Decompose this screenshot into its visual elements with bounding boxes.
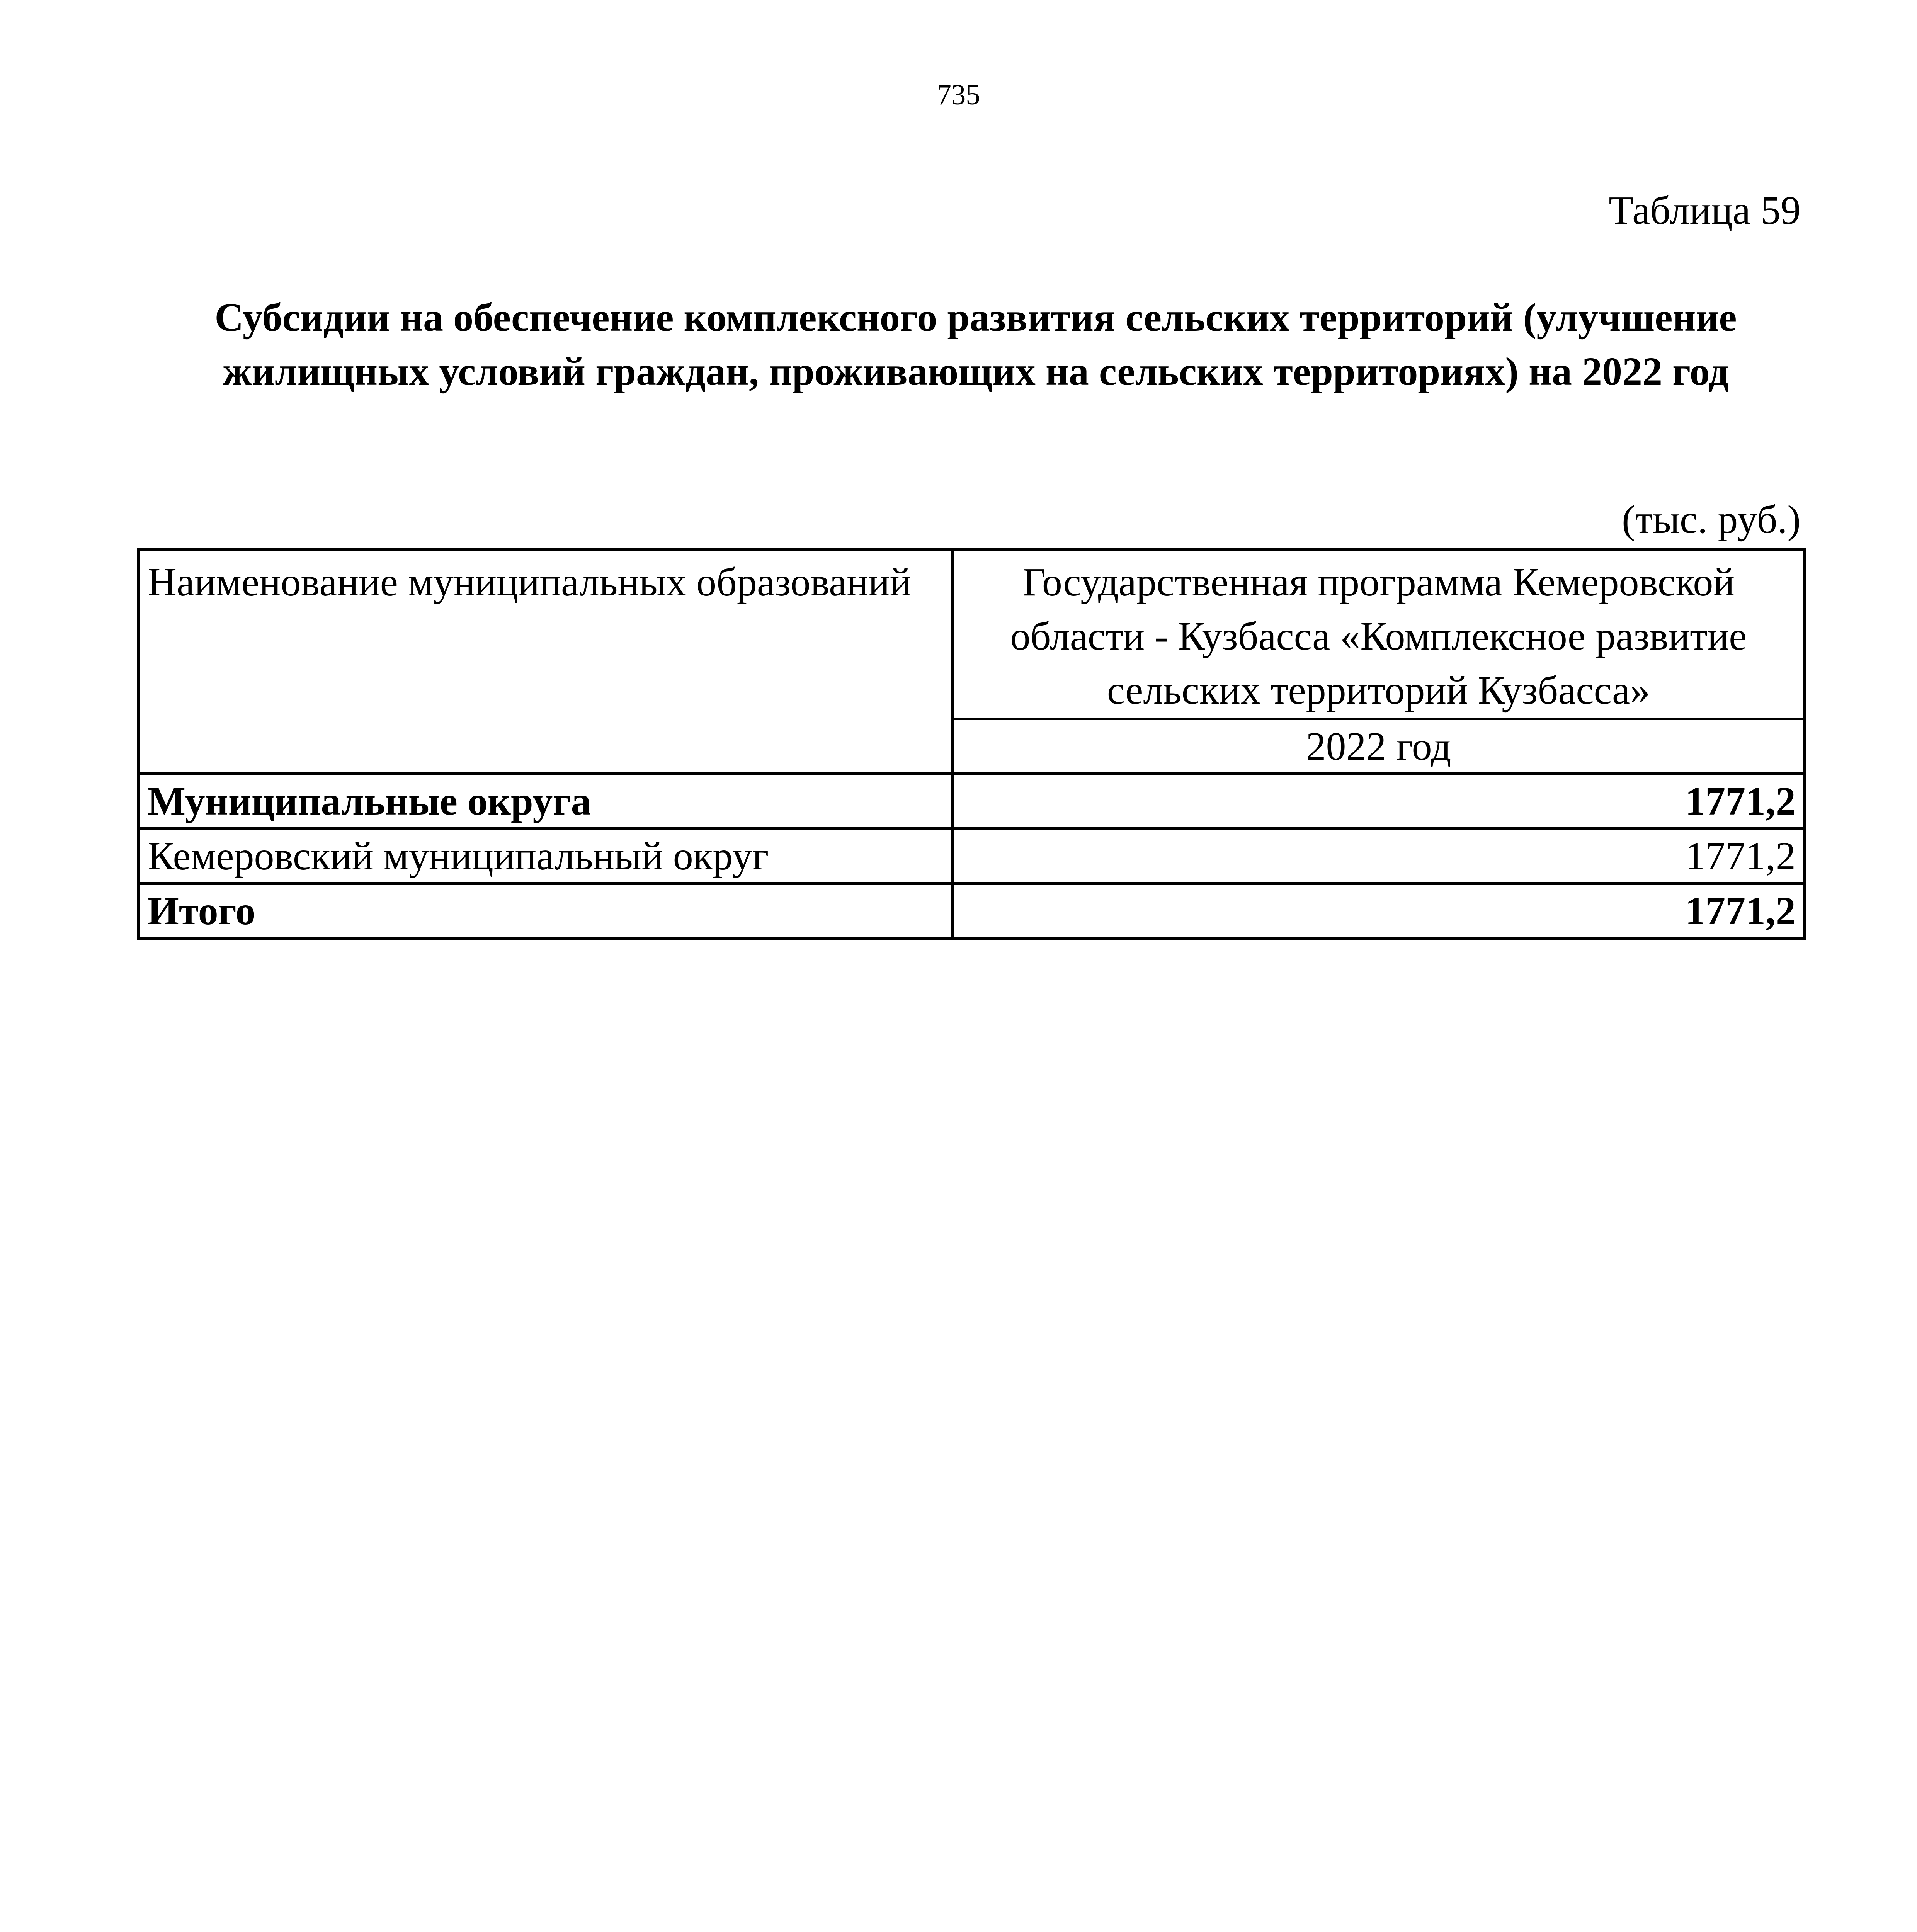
header-year: 2022 год xyxy=(953,719,1805,774)
table-row-total xyxy=(139,884,1805,939)
row-name: Муниципальные округа xyxy=(139,774,953,829)
header-municipality: Наименование муниципальных образований xyxy=(139,549,953,774)
row-value: 1771,2 xyxy=(953,884,1805,939)
subsidies-table xyxy=(137,548,1806,940)
units-label: (тыс. руб.) xyxy=(1622,497,1801,542)
row-name: Кемеровский муниципальный округ xyxy=(139,829,953,884)
table-header-row xyxy=(139,549,1805,719)
header-program: Государственная программа Кемеровской области - Кузбасса «Комплексное развитие сельских территорий Кузбасса» xyxy=(953,549,1805,719)
row-value: 1771,2 xyxy=(953,829,1805,884)
table-row-kemerovo-district xyxy=(139,829,1805,884)
document-title: Субсидии на обеспечение комплексного развития сельских территорий (улучшение жилищных условий граждан, проживающих на сельских территориях) на 2022 год xyxy=(214,295,1737,394)
row-name: Итого xyxy=(139,884,953,939)
table-row-municipal-districts xyxy=(139,774,1805,829)
table-label: Таблица 59 xyxy=(1609,188,1801,233)
row-value: 1771,2 xyxy=(953,774,1805,829)
page-number: 735 xyxy=(937,79,980,111)
